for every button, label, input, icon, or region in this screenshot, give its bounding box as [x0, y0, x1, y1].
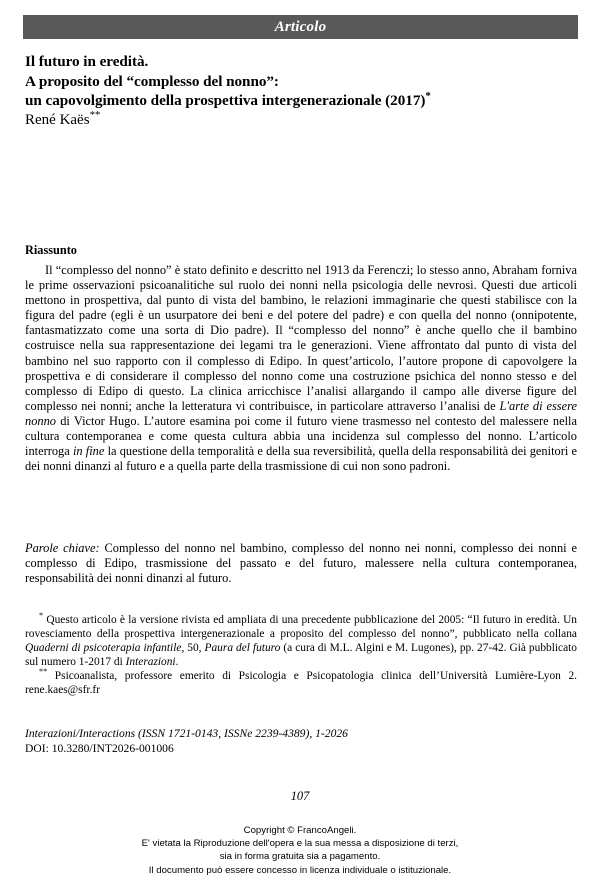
- keywords-paragraph: [25, 541, 577, 586]
- footnote-2-text: Psicoanalista, professore emerito di Psicologia e Psicopatologia clinica dell’Università Lumière-Lyon 2. rene.kaes@sfr.fr: [25, 670, 577, 697]
- abstract-part-3: la questione della temporalità e della sua reversibilità, quella della responsabilità dei genitori e dei nonni dinanzi al futuro e a quella parte della trasmissione di cui non sono padroni.: [25, 444, 577, 474]
- footnote-1-italic-volume: Paura del futuro: [204, 642, 281, 655]
- doi-line: DOI: 10.3280/INT2026-001006: [25, 741, 174, 755]
- footnote-1-marker: *: [39, 611, 44, 621]
- article-title-line-1: Il futuro in eredità.: [25, 53, 149, 70]
- footnote-1-italic-series: Quaderni di psicoterapia infantile: [25, 642, 182, 655]
- section-banner: [23, 15, 578, 39]
- title-footnote-marker: *: [425, 89, 431, 102]
- abstract-italic-phrase: in fine: [72, 444, 105, 459]
- abstract-body: [25, 263, 577, 474]
- abstract-italic-work-title: L'arte di essere nonno: [25, 398, 577, 428]
- abstract-heading: Riassunto: [25, 243, 77, 257]
- author-footnote-marker: **: [89, 108, 101, 121]
- copyright-line-3: sia in forma gratuita sia a pagamento.: [219, 851, 381, 863]
- footnote-1-part-4: .: [175, 656, 179, 669]
- section-banner-label: Articolo: [274, 18, 327, 35]
- copyright-line-4: Il documento può essere concesso in licenza individuale o istituzionale.: [148, 864, 452, 876]
- footnote-1-part-2: , 50,: [181, 642, 205, 655]
- article-title-line-3-text: un capovolgimento della prospettiva intergenerazionale (2017): [25, 92, 426, 109]
- footnote-2-marker: **: [39, 667, 48, 677]
- article-title-line-2: A proposito del “complesso del nonno”:: [25, 72, 279, 90]
- footnote-1-italic-journal: Interazioni: [125, 656, 176, 669]
- journal-citation-line: Interazioni/Interactions (ISSN 1721-0143, ISSNe 2239-4389), 1-2026: [25, 727, 348, 740]
- title-block: [25, 52, 578, 130]
- abstract-part-2: di Victor Hugo. L’autore esamina poi come il futuro viene trasmesso nel contesto del malessere nella cultura contemporanea e come questa cultura abbia una incidenza sul complesso del nonno. L’articolo interroga: [25, 413, 577, 459]
- footnote-2: [25, 669, 577, 697]
- article-title-line-3: [25, 91, 578, 111]
- footnotes-block: [25, 613, 577, 698]
- footnote-1: [25, 613, 577, 669]
- keywords-text: Complesso del nonno nel bambino, complesso del nonno nei nonni, complesso dei nonni e complesso di Edipo, trasmissione del passato e del futuro, malessere nella cultura contemporanea, responsabilità dei nonni dinanzi al futuro.: [25, 541, 577, 586]
- copyright-line-2: E' vietata la Riproduzione dell'opera e la sua messa a disposizione di terzi,: [141, 838, 459, 850]
- abstract-part-1: Il “complesso del nonno” è stato definito e descritto nel 1913 da Ferenczi; lo stesso anno, Abraham forniva le prime osservazioni psicoanalitiche sul ruolo dei nonni nella psicologia delle nevrosi. Questi due articoli mettono in prospettiva, dal punto di vista del bambino, le relazioni immaginarie che questi stabilisce con la figura del padre (egli è un usurpatore dei beni e del potere del padre) e con quella del nonno (onnipotente, fantasmatizzato come una sorta di Dio padre). Il “complesso del nonno” è anche quello che il bambino costruisce nella sua rappresentazione dei legami tra le generazioni. Viene affrontato dal punto di vista del bambino nel suo rapporto con il complesso di Edipo. In quest’articolo, l’autore propone di capovolgere la prospettiva e di considerare il complesso del nonno come una costruzione psichica del nonno stesso e del complesso di Edipo di questo. La clinica arricchisce l’analisi allargando il campo alle diverse figure del complesso nei nonni; anche la letteratura vi contribuisce, in particolare attraverso l’analisi de: [25, 263, 577, 413]
- keywords-label: Parole chiave:: [25, 541, 100, 555]
- copyright-line-1: Copyright © FrancoAngeli.: [243, 825, 357, 836]
- footnote-1-part-1: Questo articolo è la versione rivista ed ampliata di una precedente pubblicazione del 2005: “Il futuro in eredità. Un rovesciamento della prospettiva intergenerazionale a proposito del complesso del nonno”, pubblicato nella collana: [25, 614, 577, 641]
- author-name-text: René Kaës: [25, 111, 90, 128]
- page-number: 107: [290, 789, 310, 803]
- journal-info-block: [25, 727, 577, 756]
- copyright-footer: [0, 824, 600, 877]
- author-name: [25, 108, 578, 131]
- footnote-1-part-3: (a cura di M.L. Algini e M. Lugones), pp. 27-42. Già pubblicato sul numero 1-2017 di: [25, 642, 578, 669]
